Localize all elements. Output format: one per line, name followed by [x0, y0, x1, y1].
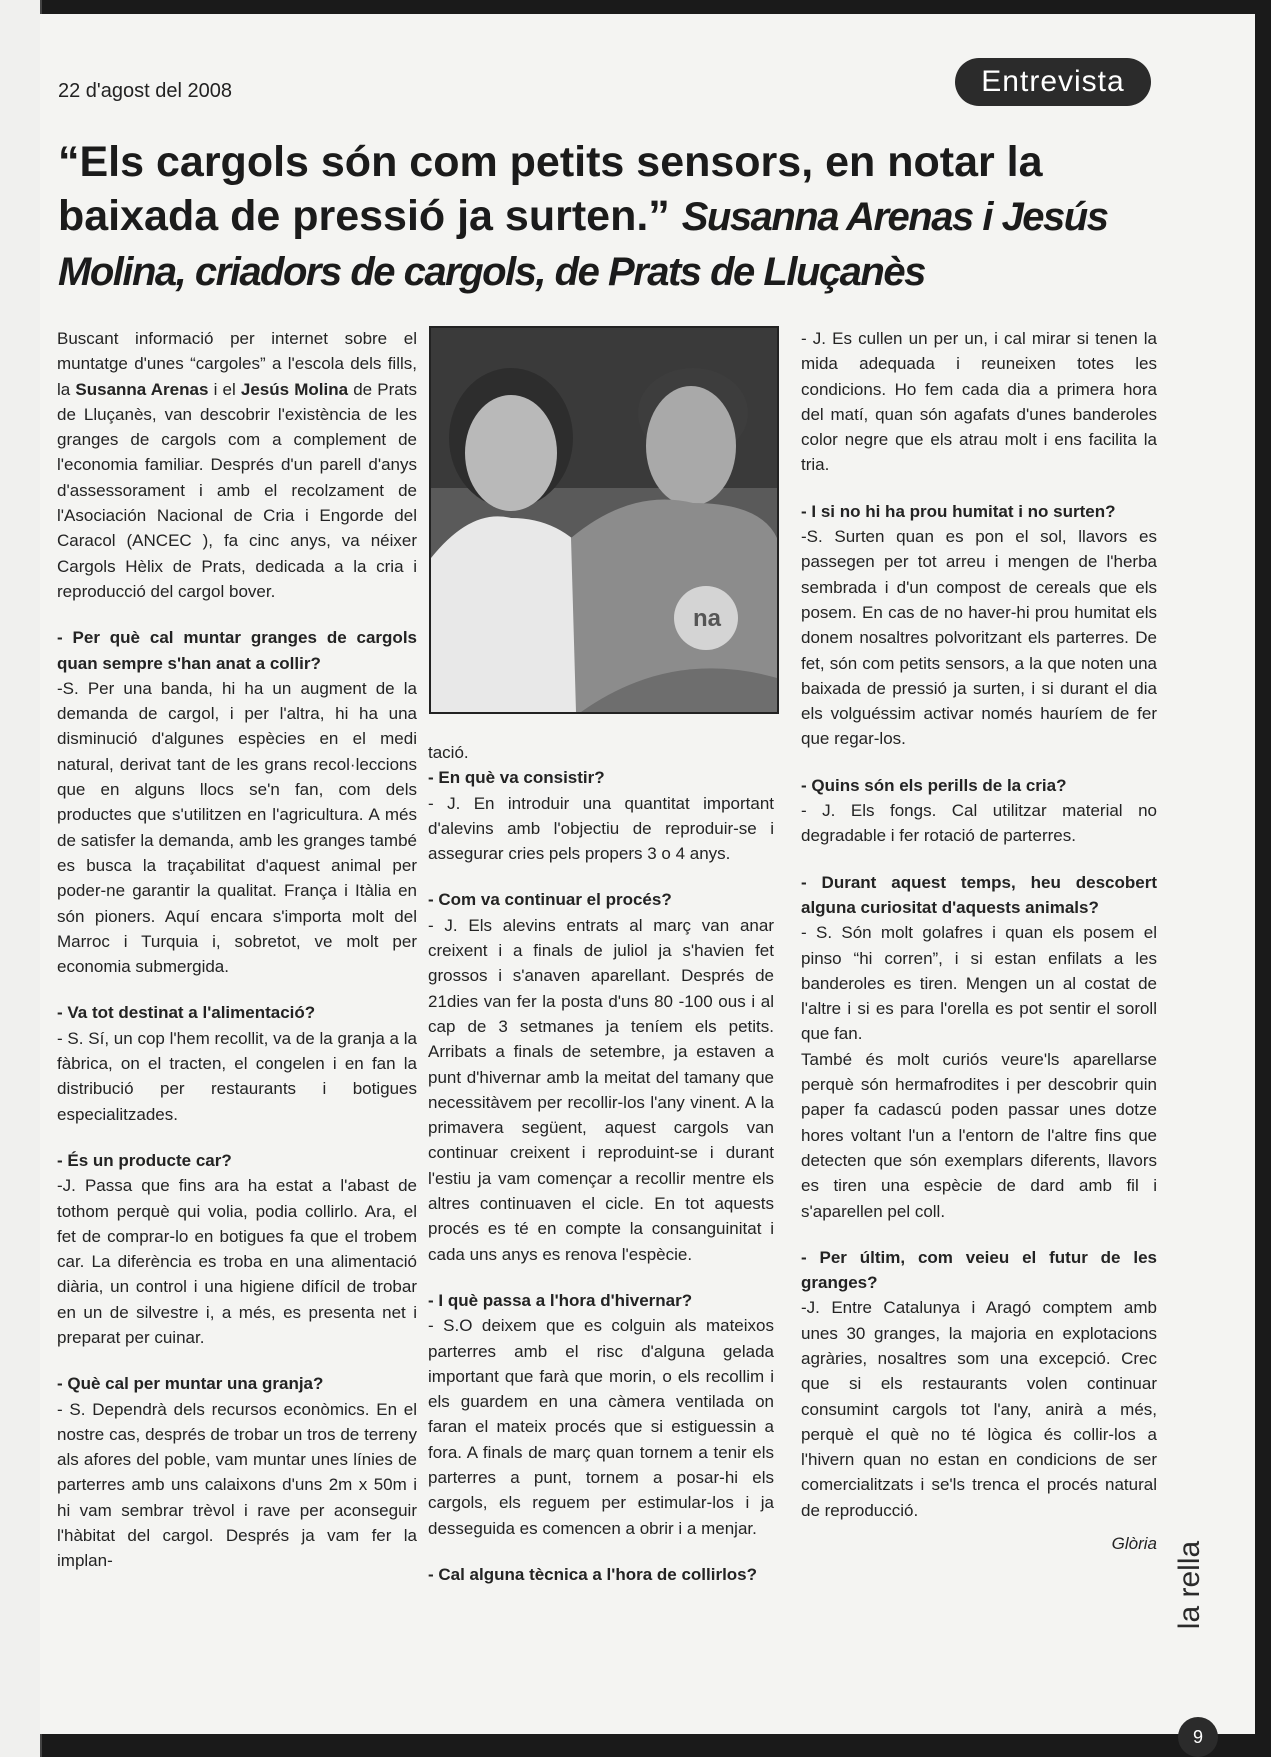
- answer: -S. Per una banda, hi ha un augment de la demanda de cargol, i per l'altra, hi ha una disminució d'algunes espècies en el medi natural, derivat tant de les grans recol·leccions que en alguns llocs se'n fan, com dels productes que s'utilitzen en l'agricultura. A més de satisfer la demanda, amb les granges també es busca la traçabilitat d'aquest animal per poder-ne garantir la qualitat. França i Itàlia en són pioners. Aquí encara s'importa molt del Marroc i Turquia i, sobretot, ve molt per economia submergida.: [57, 678, 417, 977]
- qa-block: [57, 1000, 417, 1126]
- previous-page-edge: [0, 0, 42, 1757]
- question: - Quins són els perills de la cria?: [801, 775, 1067, 795]
- answer-continuation: tació.: [428, 743, 469, 762]
- question: - Durant aquest temps, heu descobert alguna curiositat d'aquests animals?: [801, 872, 1157, 917]
- qa-block: [57, 1148, 417, 1350]
- publication-name: la rella: [1173, 1540, 1206, 1630]
- question: - Cal alguna tècnica a l'hora de collirlos?: [428, 1564, 758, 1584]
- question: - Per què cal muntar granges de cargols quan sempre s'han anat a collir?: [57, 628, 417, 673]
- qa-block: [801, 1245, 1157, 1523]
- qa-block: [428, 1562, 774, 1587]
- column-3: [801, 326, 1157, 1556]
- qa-block: [801, 870, 1157, 1047]
- headline: [58, 135, 1158, 299]
- qa-block: [57, 625, 417, 979]
- headline-quote: “Els cargols són com petits sensors, en notar la baixada de pressió ja surten.”: [58, 138, 1043, 240]
- answer: - J. Es cullen un per un, i cal mirar si tenen la mida adequada i reuneixen totes les condicions. Ho fem cada dia a primera hora del matí, quan són agafats d'unes banderoles color negre que els atrau molt i ens facilita la tria.: [801, 329, 1157, 475]
- question: - Què cal per muntar una granja?: [57, 1374, 324, 1394]
- answer: - S. Són molt golafres i quan els posem el pinso “hi corren”, i si estan enfilats a les banderoles es tiren. Mengen un al costat de l'altre i si es para l'orella es pot sentir el soroll que fan.: [801, 923, 1157, 1044]
- answer: - J. En introduir una quantitat important d'alevins amb l'objectiu de reproduir-se i assegurar cries pels propers 3 o 4 anys.: [428, 793, 774, 864]
- column-1: [57, 326, 417, 1595]
- answer: També és molt curiós veure'ls aparellarse perquè són hermafrodites i per descobrir quin paper fa cadascú poden passar unes dotze hores voltant l'un a l'entorn de l'altre fins que detecten que són exemplars diferents, llavors es tiren una espècie de dard amb fil i s'aparellen pel coll.: [801, 1049, 1157, 1221]
- author-signature: Glòria: [1111, 1534, 1157, 1554]
- question: - I si no hi ha prou humitat i no surten?: [801, 501, 1116, 521]
- photo-illustration: [431, 328, 777, 712]
- qa-block: [801, 499, 1157, 752]
- column-2: [428, 740, 774, 1608]
- answer: - S. Dependrà dels recursos econòmics. En el nostre cas, després de trobar un tros de terreny als afores del poble, vam muntar unes línies de parterres amb uns calaixons d'uns 2m x 50m i hi vam sembrar trèvol i rave per aconseguir l'hàbitat del cargol. Després ja vam fer la implan-: [57, 1399, 417, 1571]
- question: - Com va continuar el procés?: [428, 890, 672, 910]
- question: - I què passa a l'hora d'hivernar?: [428, 1290, 693, 1310]
- answer: -J. Passa que fins ara ha estat a l'abast de tothom perquè qui volia, podia collirlo. Ara, el fet de comprar-lo en botigues fa que el trobem car. La diferència es troba en una alimentació diària, un control i una higiene difícil de trobar en un de silvestre i, a més, es presenta net i preparat per cuinar.: [57, 1176, 417, 1347]
- question: - En què va consistir?: [428, 768, 605, 788]
- qa-block: [57, 1371, 417, 1573]
- qa-block: [428, 887, 774, 1266]
- answer: - S. Sí, un cop l'hem recollit, va de la granja a la fàbrica, on el tracten, el congelen i en fan la distribució per restaurants i botigues especialitzades.: [57, 1028, 417, 1124]
- headline-byline: Susanna Arenas i Jesús Molina, criadors de cargols, de Prats de Lluçanès: [58, 195, 1108, 294]
- answer: -J. Entre Catalunya i Aragó comptem amb unes 30 granges, la majoria en explotacions agràries, nosaltres som una excepció. Crec que si els restaurants volen continuar consumint cargols tot l'any, anirà a més, perquè el què no té lògica és collir-los a l'hivern quan no estan en condicions de ser comercialitzats i se'ls trenca el procés natural de reproducció.: [801, 1298, 1157, 1520]
- issue-date: 22 d'agost del 2008: [58, 80, 232, 102]
- question: - És un producte car?: [57, 1150, 232, 1170]
- intro-paragraph: Buscant informació per internet sobre el muntatge d'unes “cargoles” a l'escola dels fills, la Susanna Arenas i el Jesús Molina de Prats de Lluçanès, van descobrir l'existència de les granges de cargols com a complement de l'economia familiar. Després d'un parell d'anys d'assessorament i amb el recolzament de l'Asociación Nacional de Cria i Engorde del Caracol (ANCEC ), fa cinc anys, va néixer Cargols Hèlix de Prats, dedicada a la cria i reproducció del cargol bover.: [57, 329, 417, 601]
- section-label: Entrevista: [955, 58, 1151, 106]
- qa-block: [428, 1288, 774, 1541]
- interviewees-photo: [429, 326, 779, 714]
- page-number: 9: [1178, 1717, 1218, 1757]
- question: - Va tot destinat a l'alimentació?: [57, 1003, 316, 1023]
- answer: -S. Surten quan es pon el sol, llavors es passegen per tot arreu i mengen de l'herba sembrada i d'un compost de cereals que els posem. En cas de no haver-hi prou humitat els donem nosaltres polvoritzant els parterres. De fet, són com petits sensors, a la que noten una baixada de pressió ja surten, i si durant el dia els volguéssim activar només hauríem de fer que regar-los.: [801, 527, 1157, 749]
- answer: - S.O deixem que es colguin als mateixos parterres amb el risc d'alguna gelada important que farà que morin, o els recollim i els guardem en una càmera ventilada on faran el mateix procés que si estiguessin a fora. A finals de març quan tornem a tenir els parterres a punt, tornem a posar-hi els cargols, els reguem per estimular-los i ja desseguida es comencen a obrir i a menjar.: [428, 1316, 774, 1538]
- shirt-logo-text: na: [693, 605, 722, 632]
- answer: - J. Els fongs. Cal utilitzar material no degradable i fer rotació de parterres.: [801, 801, 1157, 846]
- question: - Per últim, com veieu el futur de les granges?: [801, 1247, 1157, 1293]
- qa-block: [428, 765, 774, 866]
- answer: - J. Els alevins entrats al març van anar creixent i a finals de juliol ja s'havien fet grossos i s'anaven aparellant. Després de 21dies van fer la posta d'uns 80 -100 ous i al cap de 3 setmanes ja teníem els petits. Arribats a finals de setembre, ja estaven a punt d'hivernar amb la meitat del tamany que necessitàvem per recollir-los l'any vinent. A la primavera següent, aquest cargols van continuar creixent i reproduint-se i durant l'estiu ja vam començar a recollir mentre els altres continuaven el cicle. En tot aquests procés es té en compte la consanguinitat i cada uns anys es renova l'espècie.: [428, 915, 774, 1264]
- qa-block: [801, 773, 1157, 849]
